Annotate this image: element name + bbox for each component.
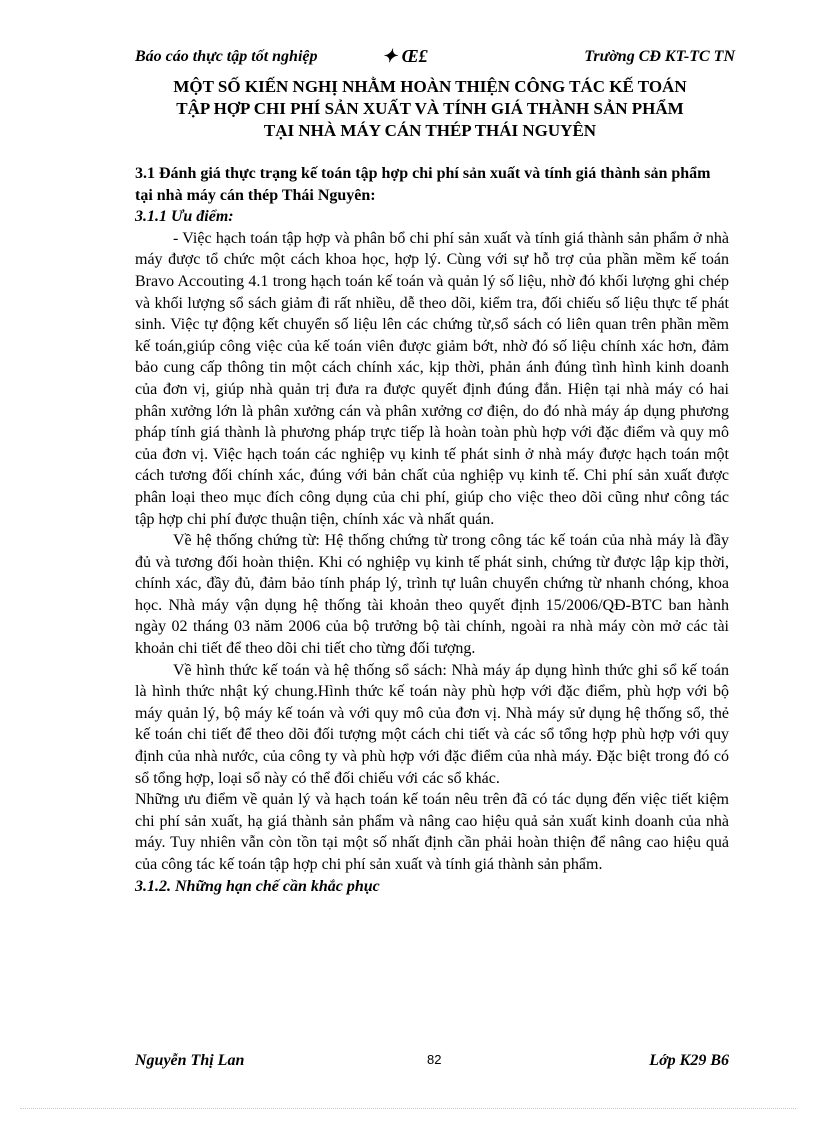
page-footer — [135, 1052, 729, 1076]
page-header — [135, 48, 735, 72]
header-school-name: Trường CĐ KT-TC TN — [584, 48, 735, 65]
chapter-title-line: TẬP HỢP CHI PHÍ SẢN XUẤT VÀ TÍNH GIÁ THÀNH SẢN PHẨM — [176, 99, 684, 118]
section-heading: 3.1 Đánh giá thực trạng kế toán tập hợp chi phí sản xuất và tính giá thành sản phẩm tại nhà máy cán thép Thái Nguyên: — [135, 165, 711, 204]
chapter-title — [120, 76, 740, 142]
paragraph: - Việc hạch toán tập hợp và phân bổ chi phí sản xuất và tính giá thành sản phẩm ở nhà máy được tổ chức một cách khoa học, hợp lý. Cùng với sự hỗ trợ của phần mềm kế toán Bravo Accouting 4.1 trong hạch toán kế toán và quản lý số liệu, nhờ đó khối lượng ghi chép và khối lượng sổ sách giảm đi rất nhiều, dễ theo dõi, kiểm tra, đối chiếu số liệu thực tế phát sinh. Việc tự động kết chuyển số liệu lên các chứng từ,sổ sách có liên quan trên phần mềm kế toán,giúp công việc của kế toán viên được giảm bớt, nhờ đó số liệu chính xác hơn, đảm bảo cung cấp thông tin một cách chính xác, kịp thời, phản ánh đúng tình hình kinh doanh của đơn vị, giúp nhà quản trị đưa ra được quyết định đúng đắn. Hiện tại nhà máy có hai phân xưởng lớn là phân xưởng cán và phân xưởng cơ điện, do đó nhà máy áp dụng phương pháp tính giá thành là phương pháp trực tiếp là hoàn toàn phù hợp với đặc điểm và quy mô của đơn vị. Việc hạch toán các nghiệp vụ kinh tế phát sinh ở nhà máy được hạch toán một cách tương đối chính xác, đúng với bản chất của nghiệp vụ kinh tế. Chi phí sản xuất được phân loại theo mục đích công dụng của chi phí, giúp cho việc theo dõi cũng như công tác tập hợp chi phí được thuận tiện, chính xác và nhất quán. — [135, 229, 729, 528]
paragraph: Những ưu điểm về quản lý và hạch toán kế toán nêu trên đã có tác dụng đến việc tiết kiệm chi phí sản xuất, hạ giá thành sản phẩm và nâng cao hiệu quả sản xuất kinh doanh của nhà máy. Tuy nhiên vẫn còn tồn tại một số nhất định cần phải hoàn thiện để nâng cao hiệu quả của công tác kế toán tập hợp chi phí sản xuất và tính giá thành sản phẩm. — [135, 791, 729, 873]
page-number: 82 — [427, 1052, 442, 1067]
subsection-heading-limitations: 3.1.2. Những hạn chế cần khắc phục — [135, 877, 380, 895]
paragraph: Về hệ thống chứng từ: Hệ thống chứng từ trong công tác kế toán của nhà máy là đầy đủ và tương đối hoàn thiện. Khi có nghiệp vụ kinh tế phát sinh, chứng từ được lập kịp thời, chính xác, đầy đủ, đảm bảo tính pháp lý, trình tự luân chuyển chứng từ nhanh chóng, khoa học. Nhà máy vận dụng hệ thống tài khoản theo quyết định 15/2006/QĐ-BTC ban hành ngày 02 tháng 03 năm 2006 của bộ trưởng bộ tài chính, ngoài ra nhà máy còn mở các tài khoản chi tiết để theo dõi chi tiết cho từng đối tượng. — [135, 532, 729, 658]
chapter-title-line: TẠI NHÀ MÁY CÁN THÉP THÁI NGUYÊN — [263, 121, 597, 140]
footer-author: Nguyễn Thị Lan — [135, 1052, 245, 1069]
chapter-title-line: MỘT SỐ KIẾN NGHỊ NHẰM HOÀN THIỆN CÔNG TÁC KẾ TOÁN — [173, 77, 687, 96]
paragraph: Về hình thức kế toán và hệ thống sổ sách: Nhà máy áp dụng hình thức ghi sổ kế toán là hình thức nhật ký chung.Hình thức kế toán này phù hợp với đặc điểm, phù hợp với bộ máy quản lý, bộ máy kế toán và với quy mô của đơn vị. Nhà máy sử dụng hệ thống sổ, thẻ kế toán chi tiết để theo dõi đối tượng một cách chi tiết và các sổ tổng hợp phù hợp với quy định của nhà nước, của công ty và phù hợp với đặc điểm của nhà máy. Đặc biệt trong đó có sổ tổng hợp, loại sổ này có thể đối chiếu với các sổ khác. — [135, 661, 729, 787]
subsection-heading-advantages: 3.1.1 Ưu điểm: — [135, 208, 234, 226]
page-bottom-divider — [20, 1108, 796, 1109]
header-ornament-logo: ✦ Œ£ — [382, 46, 428, 66]
footer-class: Lớp K29 B6 — [649, 1052, 729, 1069]
document-body — [135, 163, 729, 897]
header-report-title: Báo cáo thực tập tốt nghiệp — [135, 48, 318, 65]
